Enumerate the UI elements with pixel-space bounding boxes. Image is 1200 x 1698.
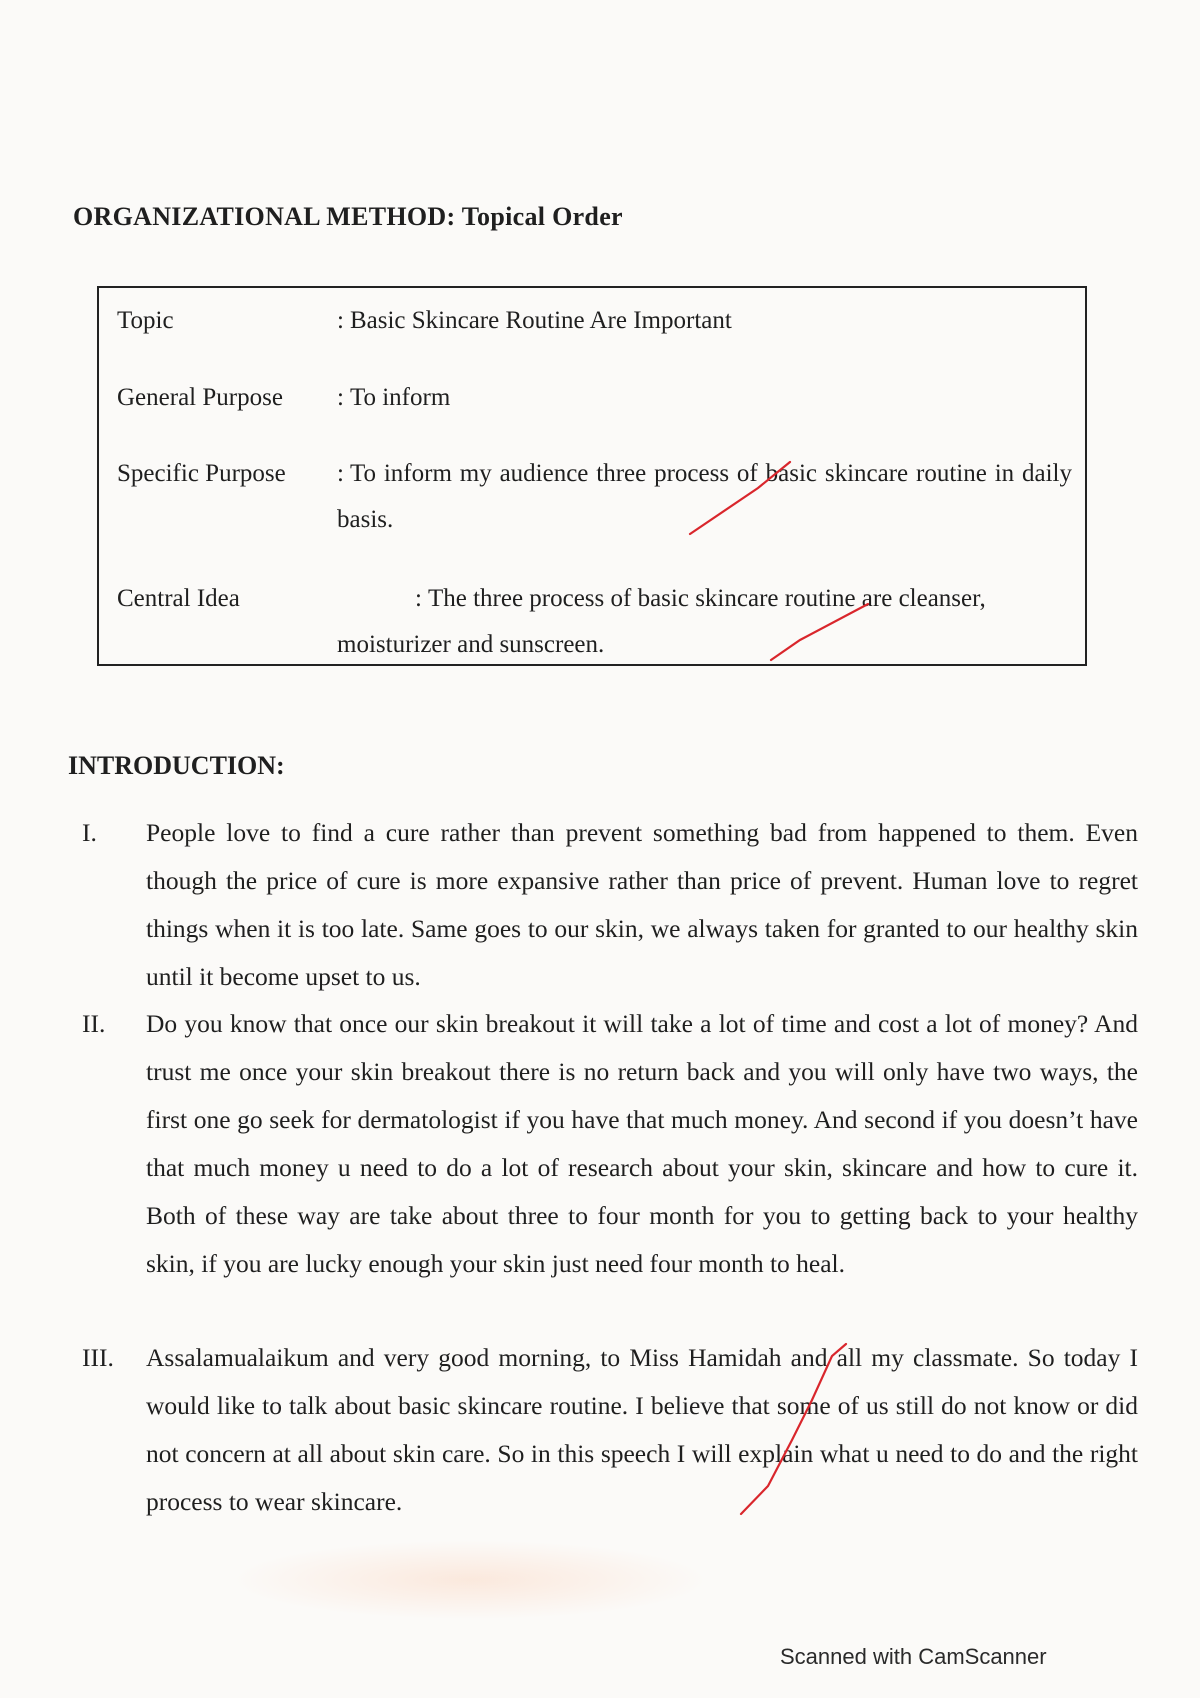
central-idea-text-1: The three process of basic skincare routine are cleanser, xyxy=(427,585,986,612)
intro-item-text: People love to find a cure rather than prevent something bad from happened to them. Even though the price of cure is more expansive rather than price of prevent. Human love to regret things when it is too late. Same goes to our skin, we always taken for granted to our healthy skin until it become upset to us. xyxy=(146,818,1138,991)
colon: : xyxy=(337,307,344,334)
info-value-topic xyxy=(337,298,1072,344)
intro-item-text: Do you know that once our skin breakout it will take a lot of time and cost a lot of money? And trust me once your skin breakout there is no return back and you will only have two ways, the first one go seek for dermatologist if you have that much money. And second if you doesn’t have that much money u need to do a lot of research about your skin, skincare and how to cure it. Both of these way are take about three to four month for you to getting back to your healthy skin, if you are lucky enough your skin just need four month to heal. xyxy=(146,1009,1138,1278)
organizational-method-heading: ORGANIZATIONAL METHOD: Topical Order xyxy=(73,202,623,231)
colon: : xyxy=(337,460,344,487)
info-label-specific-purpose: Specific Purpose xyxy=(117,460,286,487)
info-value-general-purpose xyxy=(337,375,1072,421)
specific-purpose-text: To inform my audience three process of basic skincare routine in daily basis. xyxy=(337,460,1072,533)
intro-item-numeral: II. xyxy=(82,1009,106,1038)
info-label-general-purpose: General Purpose xyxy=(117,384,283,411)
introduction-heading: INTRODUCTION: xyxy=(68,751,285,780)
intro-item-numeral: I. xyxy=(82,818,97,847)
central-idea-line-1 xyxy=(337,576,1072,622)
colon: : xyxy=(337,384,344,411)
topic-text: Basic Skincare Routine Are Important xyxy=(349,307,732,334)
info-label-topic: Topic xyxy=(117,307,174,334)
intro-item-numeral: III. xyxy=(82,1343,114,1372)
intro-item-text: Assalamualaikum and very good morning, to Miss Hamidah and all my classmate. So today I would like to talk about basic skincare routine. I believe that some of us still do not know or did not concern at all about skin care. So in this speech I will explain what u need to do and the right process to wear skincare. xyxy=(146,1343,1138,1516)
paper-smudge xyxy=(230,1540,710,1620)
camscanner-watermark: Scanned with CamScanner xyxy=(780,1644,1047,1669)
info-value-specific-purpose xyxy=(337,451,1072,543)
central-idea-line-2: moisturizer and sunscreen. xyxy=(337,631,605,658)
info-label-central-idea: Central Idea xyxy=(117,585,240,612)
info-value-central-idea xyxy=(337,576,1072,668)
speech-info-box xyxy=(97,286,1087,666)
general-purpose-text: To inform xyxy=(349,384,451,411)
colon: : xyxy=(415,585,422,612)
